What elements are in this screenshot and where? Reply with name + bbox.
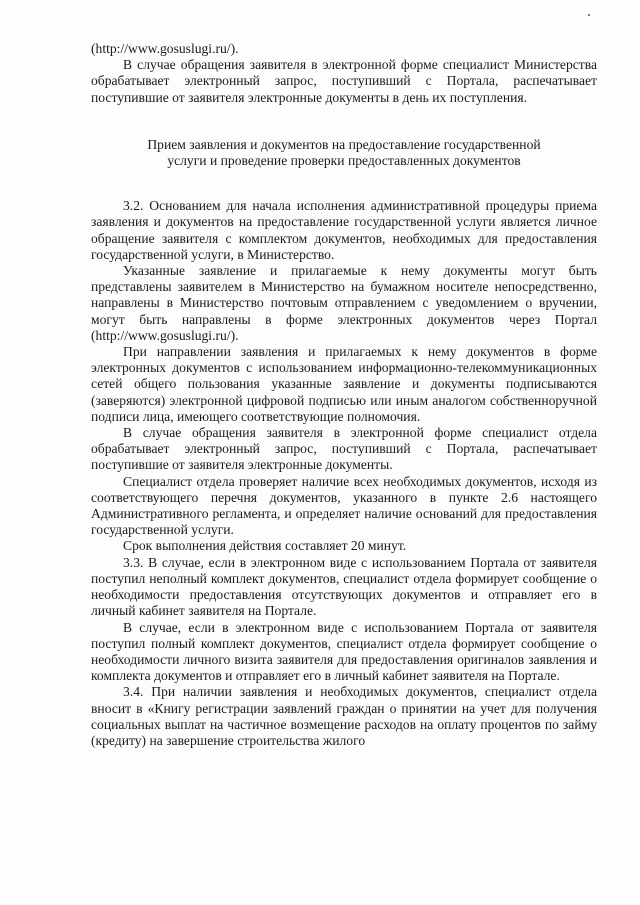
- url-continuation: (http://www.gosuslugi.ru/).: [91, 41, 239, 56]
- section-heading: Прием заявления и документов на предоставление государственной услуги и проведение проверки предоставленных документов: [147, 136, 541, 169]
- paragraph-3-3: 3.3. В случае, если в электронном виде с использованием Портала от заявителя поступил неполный комплект документов, специалист отдела формирует сообщение о необходимости предоставления отсутствующих документов и отправляет его в личный кабинет заявителя на Портале.: [91, 554, 597, 619]
- document-body: [91, 41, 597, 749]
- paragraph-3-2: 3.2. Основанием для начала исполнения административной процедуры приема заявления и документов на предоставление государственной услуги является личное обращение заявителя с комплектом документов, необходимых для предоставления государственной услуги, в Министерство.: [91, 198, 597, 262]
- paragraph-submission-methods: Указанные заявление и прилагаемые к нему документы могут быть представлены заявителем в Министерство на бумажном носителе непосредственно, направлены в Министерство почтовым отправлением с уведомлением о вручении, могут быть направлены в форме электронных документов через Портал (http://www.gosuslugi.ru/).: [91, 263, 597, 343]
- scan-speck: [588, 14, 590, 16]
- paragraph-electronic-signature: При направлении заявления и прилагаемых к нему документов в форме электронных документов с использованием информационно-телекоммуникационных сетей общего пользования указанные заявление и документы подписываются (заверяются) электронной цифровой подписью или иным аналогом собственноручной подписи лица, имеющего соответствующие полномочия.: [91, 344, 597, 424]
- paragraph-electronic-request: В случае обращения заявителя в электронной форме специалист Министерства обрабатывает электронный запрос, поступивший с Портала, распечатывает поступившие от заявителя электронные документы в день их поступления.: [91, 57, 597, 105]
- paragraph-duration: Срок выполнения действия составляет 20 минут.: [123, 538, 407, 554]
- paragraph-complete-set: В случае, если в электронном виде с использованием Портала от заявителя поступил полный комплект документов, специалист отдела формирует сообщение о необходимости личного визита заявителя для предоставления оригиналов заявления и комплекта документов и отправляет его в личный кабинет заявителя на Портале.: [91, 619, 597, 684]
- paragraph-department-processing: В случае обращения заявителя в электронной форме специалист отдела обрабатывает электронный запрос, поступивший с Портала, распечатывает поступившие от заявителя электронные документы.: [91, 425, 597, 473]
- paragraph-document-check: Специалист отдела проверяет наличие всех необходимых документов, исходя из соответствующего перечня документов, указанного в пункте 2.6 настоящего Административного регламента, и определяет наличие оснований для предоставления государственной услуги.: [91, 473, 597, 538]
- paragraph-3-4: 3.4. При наличии заявления и необходимых документов, специалист отдела вносит в «Книгу регистрации заявлений граждан о принятии на учет для получения социальных выплат на частичное возмещение расходов на оплату процентов по займу (кредиту) на завершение строительства жилого: [91, 684, 597, 748]
